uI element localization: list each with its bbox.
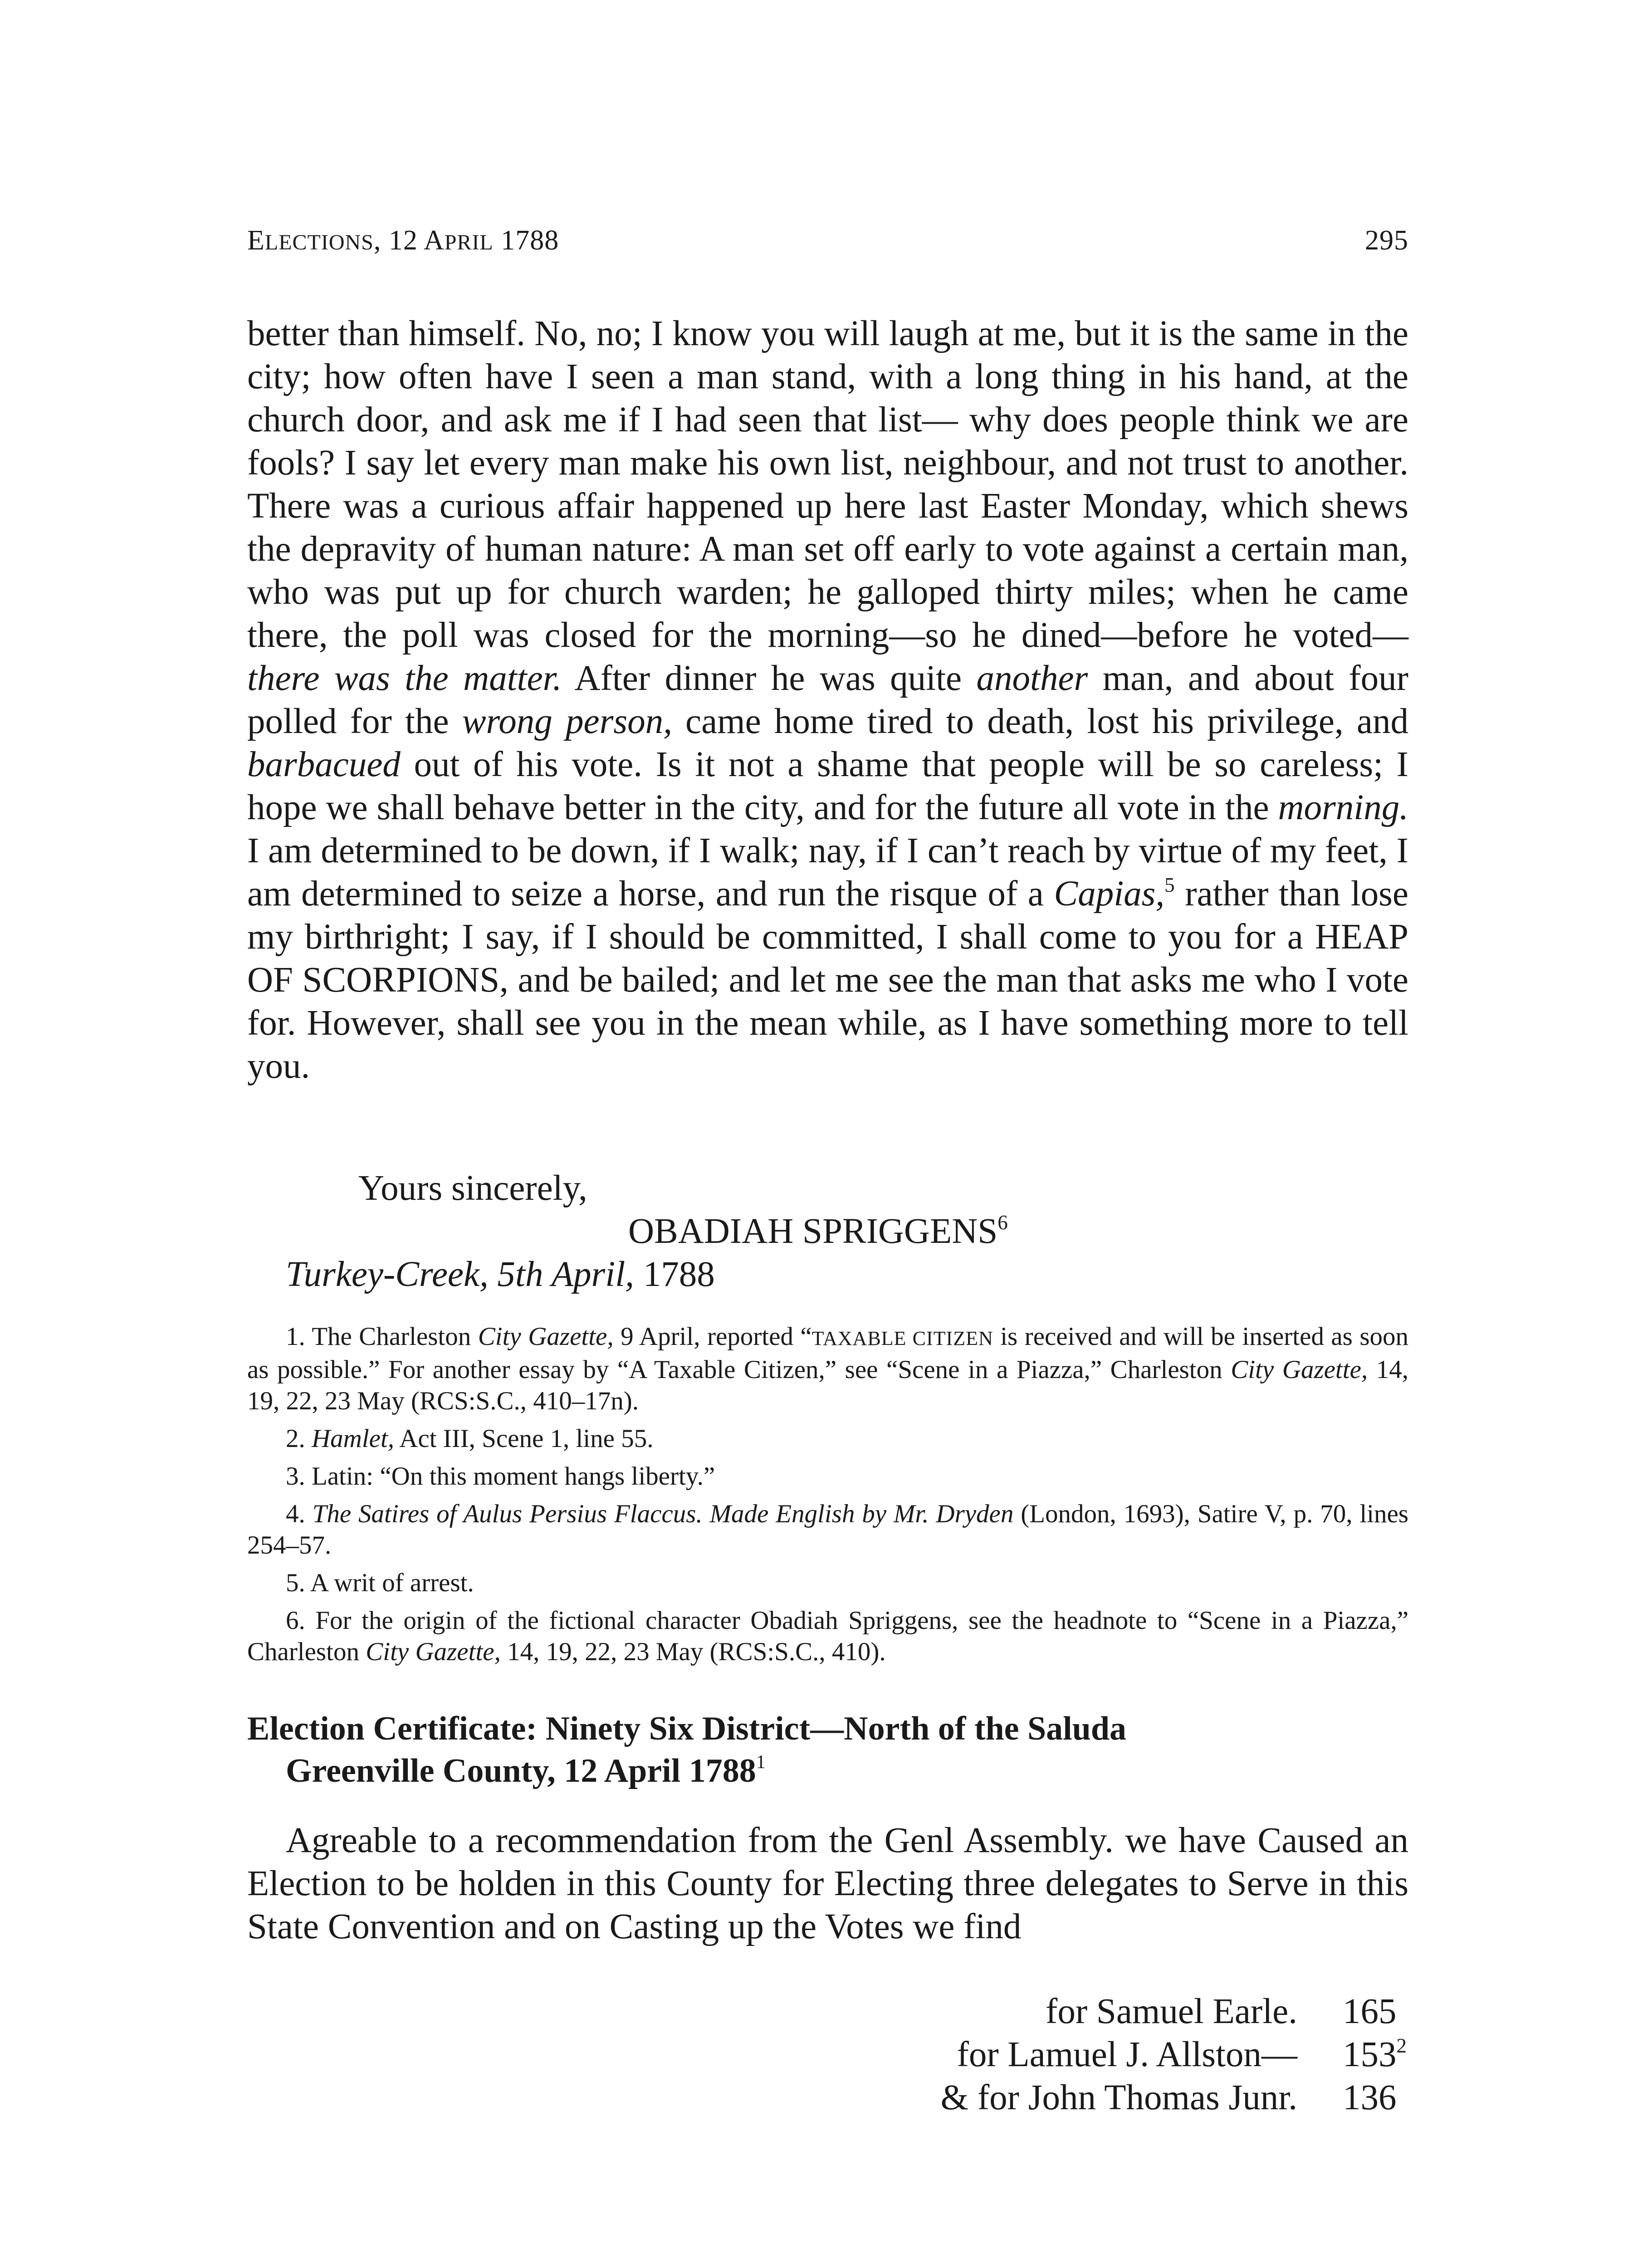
footnote: 6. For the origin of the fictional character Obadiah Spriggens, see the headnote to “Scene in a Piazza,” Charleston City Gazette, 14, 19, 22, 23 May (RCS:S.C., 410).	[247, 1606, 1408, 1666]
vote-count: $153^2$	[1343, 2034, 1407, 2074]
vote-count: 165	[1343, 1992, 1397, 2031]
footnote: 3. Latin: “On this moment hangs liberty.”	[286, 1462, 715, 1491]
letter-body: better than himself. No, no; I know you will laugh at me, but it is the same in the city; how often have I seen a man stand, with a long thing in his hand, at the church door, and ask me if I had seen that list— why does people think we are fools? I say let every man make his own list, neighbour, and not trust to another. There was a curious affair happened up here last Easter Monday, which shews the depravity of human nature: A man set off early to vote against a certain man, who was put up for church warden; he galloped thirty miles; when he came there, the poll was closed for the morning—so he dined—before he voted—there was the matter. After dinner he was quite another man, and about four polled for the wrong person, came home tired to death, lost his privilege, and barbacued out of his vote. Is it not a shame that people will be so careless; I hope we shall behave better in the city, and for the future all vote in the morning. I am determined to be down, if I walk; nay, if I can’t reach by virtue of my feet, I am determined to seize a horse, and run the risque of a Capias,$^5$ rather than lose my birthright; I say, if I should be committed, I shall come to you for a HEAP OF SCORPIONS, and be bailed; and let me see the man that asks me who I vote for. However, shall see you in the mean while, as I have something more to tell you.	[247, 314, 1408, 1086]
candidate-name: for Lamuel J. Allston—	[957, 2035, 1297, 2074]
vote-row	[0, 2077, 1633, 2121]
page-number: 295	[1365, 225, 1408, 256]
letter-signature: OBADIAH SPRIGGENS$^6$	[628, 1211, 1008, 1251]
footnote-ref: 2	[1396, 2034, 1407, 2057]
section-heading-line2: Greenville County, 12 April 1788$^1$	[286, 1752, 766, 1789]
footnote: 2. Hamlet, Act III, Scene 1, line 55.	[286, 1424, 654, 1453]
letter-closing: Yours sincerely,	[358, 1168, 587, 1208]
footnotes	[247, 1321, 1408, 1674]
footnote: 1. The Charleston City Gazette, 9 April, reported “TAXABLE CITIZEN is received and will be inserted as soon as possible.” For another essay by “A Taxable Citizen,” see “Scene in a Piazza,” Charleston City Gazette, 14, 19, 22, 23 May (RCS:S.C., 410–17n).	[247, 1322, 1409, 1415]
section-heading-line1: Election Certificate: Ninety Six District—North of the Saluda	[247, 1710, 1127, 1747]
vote-row	[0, 2034, 1633, 2077]
vote-count: 136	[1343, 2078, 1397, 2117]
running-head-title: ELECTIONS, 12 APRIL 1788	[247, 225, 559, 256]
vote-row	[0, 1991, 1633, 2034]
running-head	[247, 225, 1408, 274]
footnote-ref: 5	[1164, 874, 1175, 896]
footnote: 5. A writ of arrest.	[286, 1569, 474, 1597]
footnote: 4. The Satires of Aulus Persius Flaccus. Made English by Mr. Dryden (London, 1693), Satire V, p. 70, lines 254–57.	[247, 1500, 1408, 1559]
footnote-ref: 6	[997, 1211, 1008, 1234]
candidate-name: & for John Thomas Junr.	[940, 2078, 1297, 2117]
section-heading	[247, 1708, 1408, 1792]
footnote-ref: 1	[756, 1752, 766, 1773]
candidate-name: for Samuel Earle.	[1046, 1992, 1297, 2031]
letter-dateline: Turkey-Creek, 5th April, 1788	[286, 1255, 715, 1294]
certificate-text: Agreable to a recommendation from the Genl Assembly. we have Caused an Election to be holden in this County for Electing three delegates to Serve in this State Convention and on Casting up the Votes we find	[247, 1821, 1408, 1946]
